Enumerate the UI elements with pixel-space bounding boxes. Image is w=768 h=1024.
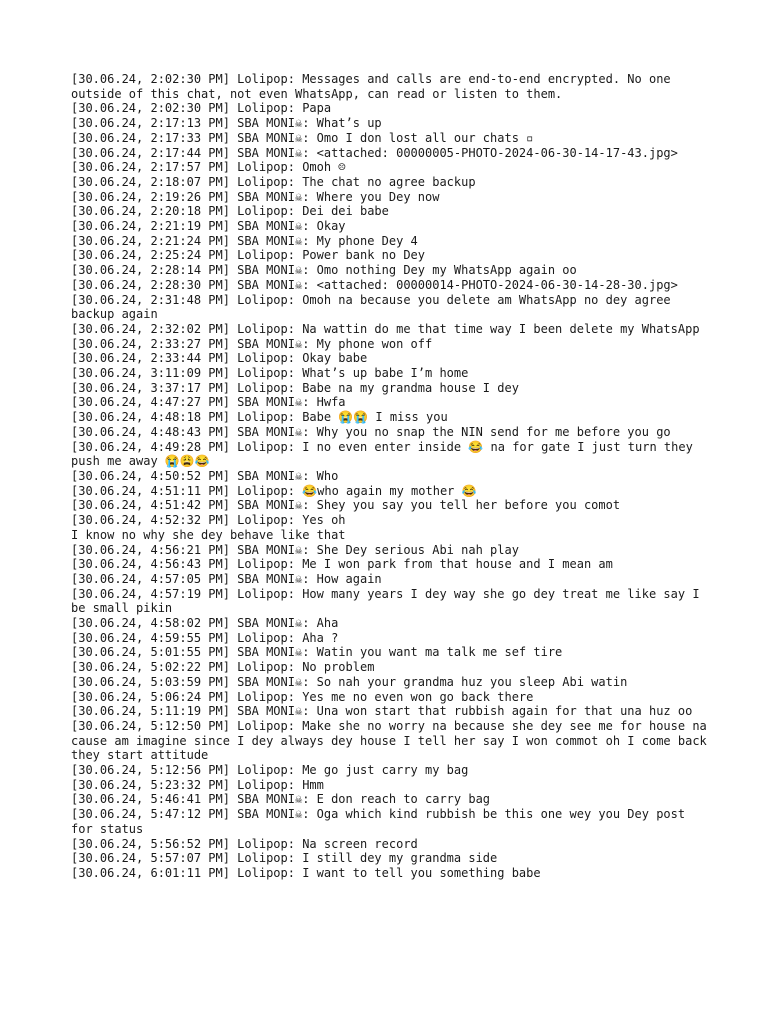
- chat-message: [30.06.24, 5:47:12 PM] SBA MONI☠: Oga which kind rubbish be this one wey you Dey post for status: [71, 807, 693, 836]
- chat-message: [30.06.24, 5:06:24 PM] Lolipop: Yes me no even won go back there: [71, 689, 534, 704]
- chat-message: [30.06.24, 5:46:41 PM] SBA MONI☠: E don reach to carry bag: [71, 792, 491, 807]
- chat-message: [30.06.24, 4:56:43 PM] Lolipop: Me I won park from that house and I mean am: [71, 557, 613, 572]
- chat-message: [30.06.24, 4:58:02 PM] SBA MONI☠: Aha: [71, 616, 339, 631]
- chat-message: [30.06.24, 4:56:21 PM] SBA MONI☠: She Dey serious Abi nah play: [71, 542, 519, 557]
- chat-message: [30.06.24, 3:37:17 PM] Lolipop: Babe na my grandma house I dey: [71, 380, 519, 395]
- chat-message: [30.06.24, 2:17:44 PM] SBA MONI☠: <attached: 00000005-PHOTO-2024-06-30-14-17-43.jpg>: [71, 145, 678, 160]
- chat-message: [30.06.24, 2:21:24 PM] SBA MONI☠: My phone Dey 4: [71, 233, 418, 248]
- chat-message: [30.06.24, 4:49:28 PM] Lolipop: I no even enter inside 😂 na for gate I just turn they push me away 😭😩😂: [71, 439, 701, 469]
- chat-message: [30.06.24, 5:02:22 PM] Lolipop: No problem: [71, 660, 375, 675]
- chat-message: [30.06.24, 4:47:27 PM] SBA MONI☠: Hwfa: [71, 395, 346, 410]
- chat-message: [30.06.24, 5:12:50 PM] Lolipop: Make she no worry na because she dey see me for house na cause am imagine since I dey always dey house I tell her say I won commot oh I come back they start attitude: [71, 718, 714, 763]
- chat-message: [30.06.24, 5:56:52 PM] Lolipop: Na screen record: [71, 836, 418, 851]
- chat-message: [30.06.24, 6:01:11 PM] Lolipop: I want to tell you something babe: [71, 865, 541, 880]
- chat-message: [30.06.24, 2:20:18 PM] Lolipop: Dei dei babe: [71, 204, 389, 219]
- chat-message: [30.06.24, 2:19:26 PM] SBA MONI☠: Where you Dey now: [71, 189, 440, 204]
- chat-message: [30.06.24, 2:33:27 PM] SBA MONI☠: My phone won off: [71, 336, 433, 351]
- chat-message: [30.06.24, 4:48:43 PM] SBA MONI☠: Why you no snap the NIN send for me before you go: [71, 424, 671, 439]
- chat-message: [30.06.24, 2:32:02 PM] Lolipop: Na wattin do me that time way I been delete my WhatsApp: [71, 321, 700, 336]
- chat-message: [30.06.24, 2:17:57 PM] Lolipop: Omoh ☹: [71, 160, 346, 175]
- chat-message: [30.06.24, 4:51:11 PM] Lolipop: 😂who again my mother 😂: [71, 483, 477, 498]
- chat-message: [30.06.24, 2:02:30 PM] Lolipop: Messages and calls are end-to-end encrypted. No one outside of this chat, not even WhatsApp, can read or listen to them.: [71, 72, 678, 101]
- chat-message: [30.06.24, 5:01:55 PM] SBA MONI☠: Watin you want ma talk me sef tire: [71, 645, 563, 660]
- chat-message: [30.06.24, 2:17:33 PM] SBA MONI☠: Omo I don lost all our chats ▫: [71, 130, 534, 145]
- chat-message: [30.06.24, 4:50:52 PM] SBA MONI☠: Who: [71, 468, 339, 483]
- chat-message: [30.06.24, 2:21:19 PM] SBA MONI☠: Okay: [71, 219, 346, 234]
- chat-message: [30.06.24, 2:02:30 PM] Lolipop: Papa: [71, 101, 332, 116]
- chat-message: [30.06.24, 4:57:05 PM] SBA MONI☠: How again: [71, 571, 382, 586]
- chat-message: [30.06.24, 4:52:32 PM] Lolipop: Yes oh I know no why she dey behave like that: [71, 513, 346, 542]
- chat-message: [30.06.24, 4:48:18 PM] Lolipop: Babe 😭😭 I miss you: [71, 410, 448, 425]
- chat-message: [30.06.24, 2:33:44 PM] Lolipop: Okay babe: [71, 351, 368, 366]
- chat-message: [30.06.24, 2:28:30 PM] SBA MONI☠: <attached: 00000014-PHOTO-2024-06-30-14-28-30.jpg>: [71, 277, 678, 292]
- chat-message: [30.06.24, 5:23:32 PM] Lolipop: Hmm: [71, 777, 324, 792]
- chat-message: [30.06.24, 5:57:07 PM] Lolipop: I still dey my grandma side: [71, 851, 498, 866]
- chat-transcript: [71, 72, 714, 881]
- chat-message: [30.06.24, 3:11:09 PM] Lolipop: What’s up babe I’m home: [71, 366, 469, 381]
- chat-message: [30.06.24, 2:18:07 PM] Lolipop: The chat no agree backup: [71, 174, 476, 189]
- chat-message: [30.06.24, 2:25:24 PM] Lolipop: Power bank no Dey: [71, 248, 426, 263]
- chat-message: [30.06.24, 2:28:14 PM] SBA MONI☠: Omo nothing Dey my WhatsApp again oo: [71, 263, 577, 278]
- chat-message: [30.06.24, 5:03:59 PM] SBA MONI☠: So nah your grandma huz you sleep Abi watin: [71, 674, 628, 689]
- chat-message: [30.06.24, 5:12:56 PM] Lolipop: Me go just carry my bag: [71, 763, 469, 778]
- chat-message: [30.06.24, 4:57:19 PM] Lolipop: How many years I dey way she go dey treat me like say I be small pikin: [71, 586, 707, 616]
- chat-message: [30.06.24, 2:31:48 PM] Lolipop: Omoh na because you delete am WhatsApp no dey agree backup again: [71, 292, 678, 322]
- chat-message: [30.06.24, 5:11:19 PM] SBA MONI☠: Una won start that rubbish again for that una huz oo: [71, 704, 693, 719]
- chat-message: [30.06.24, 4:59:55 PM] Lolipop: Aha ?: [71, 630, 339, 645]
- chat-message: [30.06.24, 2:17:13 PM] SBA MONI☠: What’s up: [71, 116, 382, 131]
- chat-message: [30.06.24, 4:51:42 PM] SBA MONI☠: Shey you say you tell her before you comot: [71, 498, 621, 513]
